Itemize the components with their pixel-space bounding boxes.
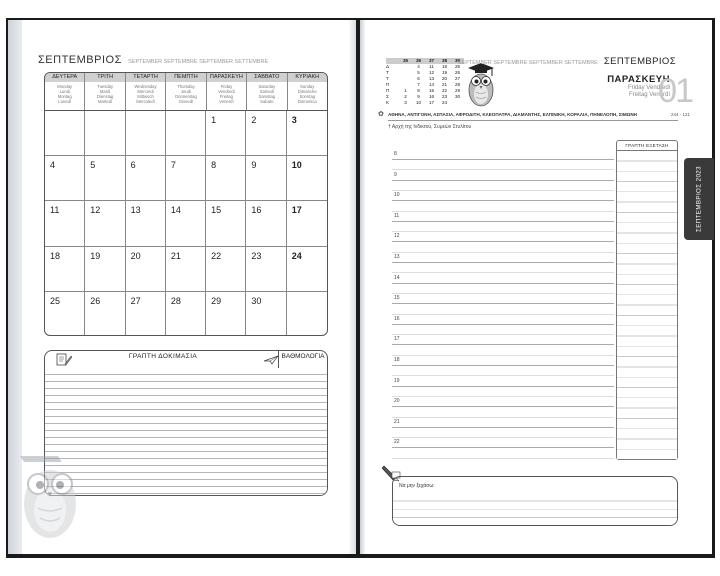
hour-label: 11: [394, 212, 400, 219]
weekday-translation: Freitag: [219, 94, 233, 99]
weekday-translation: Sunday: [300, 84, 315, 89]
mini-day: 14: [428, 82, 435, 87]
written-exam-title: ΓΡΑΠΤΗ ΕΞΕΤΑΣΗ: [617, 141, 677, 151]
mini-weekday-letter: Δ: [386, 64, 390, 69]
mini-day: 26: [454, 70, 461, 75]
mini-weekday-letter: Κ: [386, 100, 390, 105]
day-name-alt-2: Freitag Venerdì: [628, 92, 670, 98]
mini-day: 27: [454, 76, 461, 81]
month-title-alt: SEPTEMBER SEPTEMBRE SEPTEMBER SETTEMBRE: [128, 59, 269, 65]
mini-day: 3: [404, 100, 407, 105]
calendar-day-cell[interactable]: 19: [85, 247, 125, 292]
weekday-translation: Domenica: [297, 99, 317, 104]
mini-day: 29: [454, 88, 461, 93]
mini-day: [451, 100, 464, 106]
spine-shadow: [348, 20, 356, 554]
mini-day: 15: [428, 88, 435, 93]
calendar-day-cell[interactable]: [166, 111, 206, 156]
reminder-lines[interactable]: [393, 493, 677, 526]
calendar-day-cell[interactable]: 13: [126, 201, 166, 246]
page-title: [458, 56, 676, 67]
calendar-day-cell[interactable]: 11: [45, 201, 85, 246]
weekday-header: [45, 73, 85, 110]
hour-label: 8: [394, 151, 397, 157]
weekday-translation: Samstag: [258, 94, 276, 99]
hour-line: [392, 303, 614, 304]
mini-weekday-letter: Π: [386, 88, 390, 93]
calendar-day-cell[interactable]: [126, 111, 166, 156]
weekday-translation: Montag: [57, 94, 72, 99]
calendar-day-cell[interactable]: 24: [287, 247, 327, 292]
calendar-day-cell[interactable]: 7: [166, 156, 206, 201]
weekday-name: ΤΡΙΤΗ: [85, 73, 124, 82]
weekday-translation: Monday: [57, 84, 73, 89]
calendar-day-cell[interactable]: 15: [206, 201, 246, 246]
weekday-translation: Thursday: [177, 84, 195, 89]
weekday-translation: Martedì: [98, 99, 113, 104]
mini-day: 30: [454, 94, 461, 99]
left-page: [8, 20, 356, 554]
weekday-translation: Giovedì: [178, 99, 194, 104]
weekday-translation: Mercoledì: [136, 99, 155, 104]
calendar-day-cell[interactable]: 30: [246, 292, 286, 336]
hour-line: [392, 344, 614, 345]
hour-label: 16: [394, 315, 400, 322]
spine-shadow-right: [360, 20, 366, 554]
mini-day: 4: [417, 64, 420, 69]
planner-spread: [6, 18, 715, 558]
reminder-box[interactable]: [392, 476, 678, 526]
divider-line: [388, 120, 678, 121]
half-hour-line: [392, 334, 614, 335]
calendar-day-cell[interactable]: [287, 292, 327, 336]
hour-label: 20: [394, 398, 400, 405]
weekday-translation: Mardi: [99, 89, 111, 94]
calendar-day-cell[interactable]: 26: [85, 292, 125, 336]
calendar-day-cell[interactable]: 12: [85, 201, 125, 246]
calendar-day-cell[interactable]: 6: [126, 156, 166, 201]
hour-label: 19: [394, 377, 400, 384]
hour-line: [392, 159, 614, 160]
calendar-day-cell[interactable]: 10: [287, 156, 327, 201]
mini-day: 8: [417, 88, 420, 93]
half-hour-line: [392, 314, 614, 315]
day-name-alt-1: Friday Vendredi: [627, 85, 670, 91]
mini-calendar-rows: [386, 64, 464, 106]
month-side-tab[interactable]: [684, 158, 714, 240]
calendar-weekday-header: [45, 73, 327, 111]
month-header: [38, 54, 268, 66]
mini-week-number: 35: [402, 58, 409, 63]
hour-label: 12: [394, 233, 400, 240]
hour-label: 21: [394, 418, 400, 425]
calendar-day-cell[interactable]: 4: [45, 156, 85, 201]
calendar-day-cell[interactable]: 23: [246, 247, 286, 292]
right-page: [360, 20, 712, 554]
calendar-day-cell[interactable]: [45, 111, 85, 156]
weekday-name: ΤΕΤΑΡΤΗ: [126, 73, 165, 82]
calendar-day-cell[interactable]: 27: [126, 292, 166, 336]
hour-label: 9: [394, 171, 397, 178]
weekday-translation: Wednesday: [134, 84, 157, 89]
mini-day: 12: [428, 70, 435, 75]
half-hour-line: [392, 252, 614, 253]
weekday-translation: Dienstag: [96, 94, 114, 99]
half-hour-line: [392, 375, 614, 376]
hour-label: 10: [394, 192, 400, 199]
half-hour-line: [392, 211, 614, 212]
page-title-alt: SEPTEMBER SEPTEMBRE SEPTEMBER SETTEMBRE: [457, 60, 598, 66]
flower-icon: ✿: [378, 111, 384, 118]
calendar-grid: [45, 111, 327, 336]
hour-label: 14: [394, 274, 400, 281]
hour-line: [392, 262, 614, 263]
hour-line: [392, 241, 614, 242]
half-hour-line: [392, 272, 614, 273]
half-hour-line: [392, 355, 614, 356]
mini-day: 19: [441, 70, 448, 75]
weekday-translation: Lunedì: [58, 99, 72, 104]
mini-day: 2: [404, 94, 407, 99]
calendar-day-cell[interactable]: 3: [287, 111, 327, 156]
weekday-translation: Friday: [220, 84, 233, 89]
calendar-day-cell[interactable]: 21: [166, 247, 206, 292]
hour-label: 13: [394, 254, 400, 260]
weekday-header: [126, 73, 166, 110]
weekday-name: ΣΑΒΒΑΤΟ: [247, 73, 286, 82]
calendar-day-cell[interactable]: 18: [45, 247, 85, 292]
day-name: ΠΑΡΑΣΚΕΥΗ: [607, 74, 670, 85]
hourly-schedule[interactable]: [392, 140, 678, 458]
weekday-translation: Mercredi: [137, 89, 154, 94]
calendar-day-cell[interactable]: 17: [287, 201, 327, 246]
hour-line: [392, 427, 614, 428]
weekday-translation: Lundi: [59, 89, 70, 94]
day-count: 244 - 121: [670, 112, 690, 117]
calendar-day-cell[interactable]: [85, 111, 125, 156]
weekday-translation: Samedi: [259, 89, 274, 94]
weekday-translation: Saturday: [258, 84, 276, 89]
page-title-main: ΣΕΠΤΕΜΒΡΙΟΣ: [603, 56, 676, 67]
written-exam-box[interactable]: [616, 140, 678, 460]
mini-day: 1: [404, 88, 407, 93]
mini-day: 10: [415, 100, 422, 105]
half-hour-line: [392, 190, 614, 191]
half-hour-line: [392, 396, 614, 397]
half-hour-line: [392, 417, 614, 418]
calendar-day-cell[interactable]: 28: [166, 292, 206, 336]
weekday-translation: Sabato: [260, 99, 274, 104]
side-tab-label: ΣΕΠΤΕΜΒΡΙΟΣ 2023: [695, 166, 703, 232]
hour-line: [392, 324, 614, 325]
day-number: 01: [658, 72, 692, 110]
mini-day: 20: [441, 76, 448, 81]
calendar-day-cell[interactable]: 20: [126, 247, 166, 292]
month-calendar: [44, 72, 328, 336]
weekday-header: [247, 73, 287, 110]
reminder-label: Να μην ξεχάσω:: [399, 483, 435, 489]
calendar-day-cell[interactable]: 29: [206, 292, 246, 336]
half-hour-line: [392, 458, 614, 459]
mini-day: 21: [441, 82, 448, 87]
calendar-day-cell[interactable]: 22: [206, 247, 246, 292]
hour-label: 17: [394, 336, 400, 343]
mini-day: 11: [429, 64, 434, 69]
calendar-day-cell[interactable]: 5: [85, 156, 125, 201]
mini-weekday-letter: Τ: [386, 70, 389, 75]
mini-day: 22: [441, 88, 448, 93]
weekday-name: ΠΑΡΑΣΚΕΥΗ: [207, 73, 246, 82]
hour-line: [392, 406, 614, 407]
weekday-translation: Vendredi: [218, 89, 235, 94]
weekday-header: [166, 73, 206, 110]
weekday-translation: Tuesday: [97, 84, 114, 89]
written-exam-lines[interactable]: [617, 151, 677, 459]
grade-title: ΒΑΘΜΟΛΟΓΙΑ: [281, 353, 325, 360]
weekday-translation: Jeudi: [180, 89, 191, 94]
mini-week-number: 36: [415, 58, 422, 63]
mini-week-number: 37: [428, 58, 435, 63]
owl-mascot-icon: [18, 448, 82, 544]
weekday-name: ΚΥΡΙΑΚΗ: [288, 73, 327, 82]
mini-weekday-letter: Π: [386, 82, 390, 87]
test-lines[interactable]: [45, 368, 327, 496]
weekday-name: ΠΕΜΠΤΗ: [166, 73, 205, 82]
calendar-day-cell[interactable]: 14: [166, 201, 206, 246]
mini-day: 16: [428, 94, 435, 99]
hour-line: [392, 283, 614, 284]
weekday-name: ΔΕΥΤΕΡΑ: [45, 73, 84, 82]
written-test-box: [44, 350, 328, 496]
mini-day: 28: [454, 82, 461, 87]
hour-label: 15: [394, 295, 400, 302]
mini-day: 23: [441, 94, 448, 99]
mini-calendar-row: [386, 100, 464, 106]
weekday-translation: Sonntag: [299, 94, 316, 99]
half-hour-line: [392, 293, 614, 294]
mini-calendar: [386, 58, 464, 106]
mini-week-number: 39: [454, 58, 461, 63]
test-title: ΓΡΑΠΤΗ ΔΟΚΙΜΑΣΙΑ: [128, 353, 198, 360]
mini-day: 5: [417, 70, 420, 75]
calendar-day-cell[interactable]: 25: [45, 292, 85, 336]
calendar-day-cell[interactable]: 16: [246, 201, 286, 246]
weekday-translation: Mittwoch: [137, 94, 154, 99]
calendar-day-cell[interactable]: 9: [246, 156, 286, 201]
weekday-translation: Venerdì: [219, 99, 234, 104]
mini-day: 24: [441, 100, 448, 105]
hour-label: 22: [394, 439, 400, 446]
hour-line: [392, 447, 614, 448]
weekday-translation: Dimanche: [297, 89, 317, 94]
hour-line: [392, 180, 614, 181]
calendar-day-cell[interactable]: 1: [206, 111, 246, 156]
mini-day: 17: [428, 100, 435, 105]
weekday-header: [207, 73, 247, 110]
hour-line: [392, 365, 614, 366]
hour-line: [392, 221, 614, 222]
mini-week-number: 38: [441, 58, 448, 63]
mini-day: 6: [417, 76, 420, 81]
hour-label: 18: [394, 357, 400, 363]
mini-day: 7: [417, 82, 420, 87]
half-hour-line: [392, 231, 614, 232]
mini-weekday-letter: Τ: [386, 76, 389, 81]
mini-day: 18: [441, 64, 448, 69]
mini-weekday-letter: Σ: [386, 94, 389, 99]
month-title: ΣΕΠΤΕΜΒΡΙΟΣ: [38, 54, 122, 66]
graduate-owl-icon: [466, 60, 496, 108]
paper-plane-icon: [263, 355, 279, 365]
mini-day: 9: [417, 94, 420, 99]
day-event: † Αρχή της Ινδικτού, Συμεών Στυλίτου: [388, 124, 472, 130]
half-hour-line: [392, 437, 614, 438]
mini-day: 25: [454, 64, 461, 69]
weekday-header: [288, 73, 327, 110]
mini-day: 13: [428, 76, 435, 81]
namedays: ΑΘΗΝΑ, ΑΝΤΙΓΟΝΗ, ΑΣΠΑΣΙΑ, ΑΦΡΟΔΙΤΗ, ΚΛΕΟΠΑΤΡΑ, ΔΙΑΜΑΝΤΗΣ, ΕΛΠΙΝΙΚΗ, ΚΟΡΑΛΙΑ, ΠΗΝΕΛΟΠΗ, ΣΙΜΩΝΗ: [388, 112, 637, 117]
half-hour-line: [392, 169, 614, 170]
weekday-translation: Donnerstag: [175, 94, 197, 99]
hour-line: [392, 386, 614, 387]
weekday-header: [85, 73, 125, 110]
calendar-day-cell[interactable]: 8: [206, 156, 246, 201]
calendar-day-cell[interactable]: 2: [246, 111, 286, 156]
hour-line: [392, 200, 614, 201]
